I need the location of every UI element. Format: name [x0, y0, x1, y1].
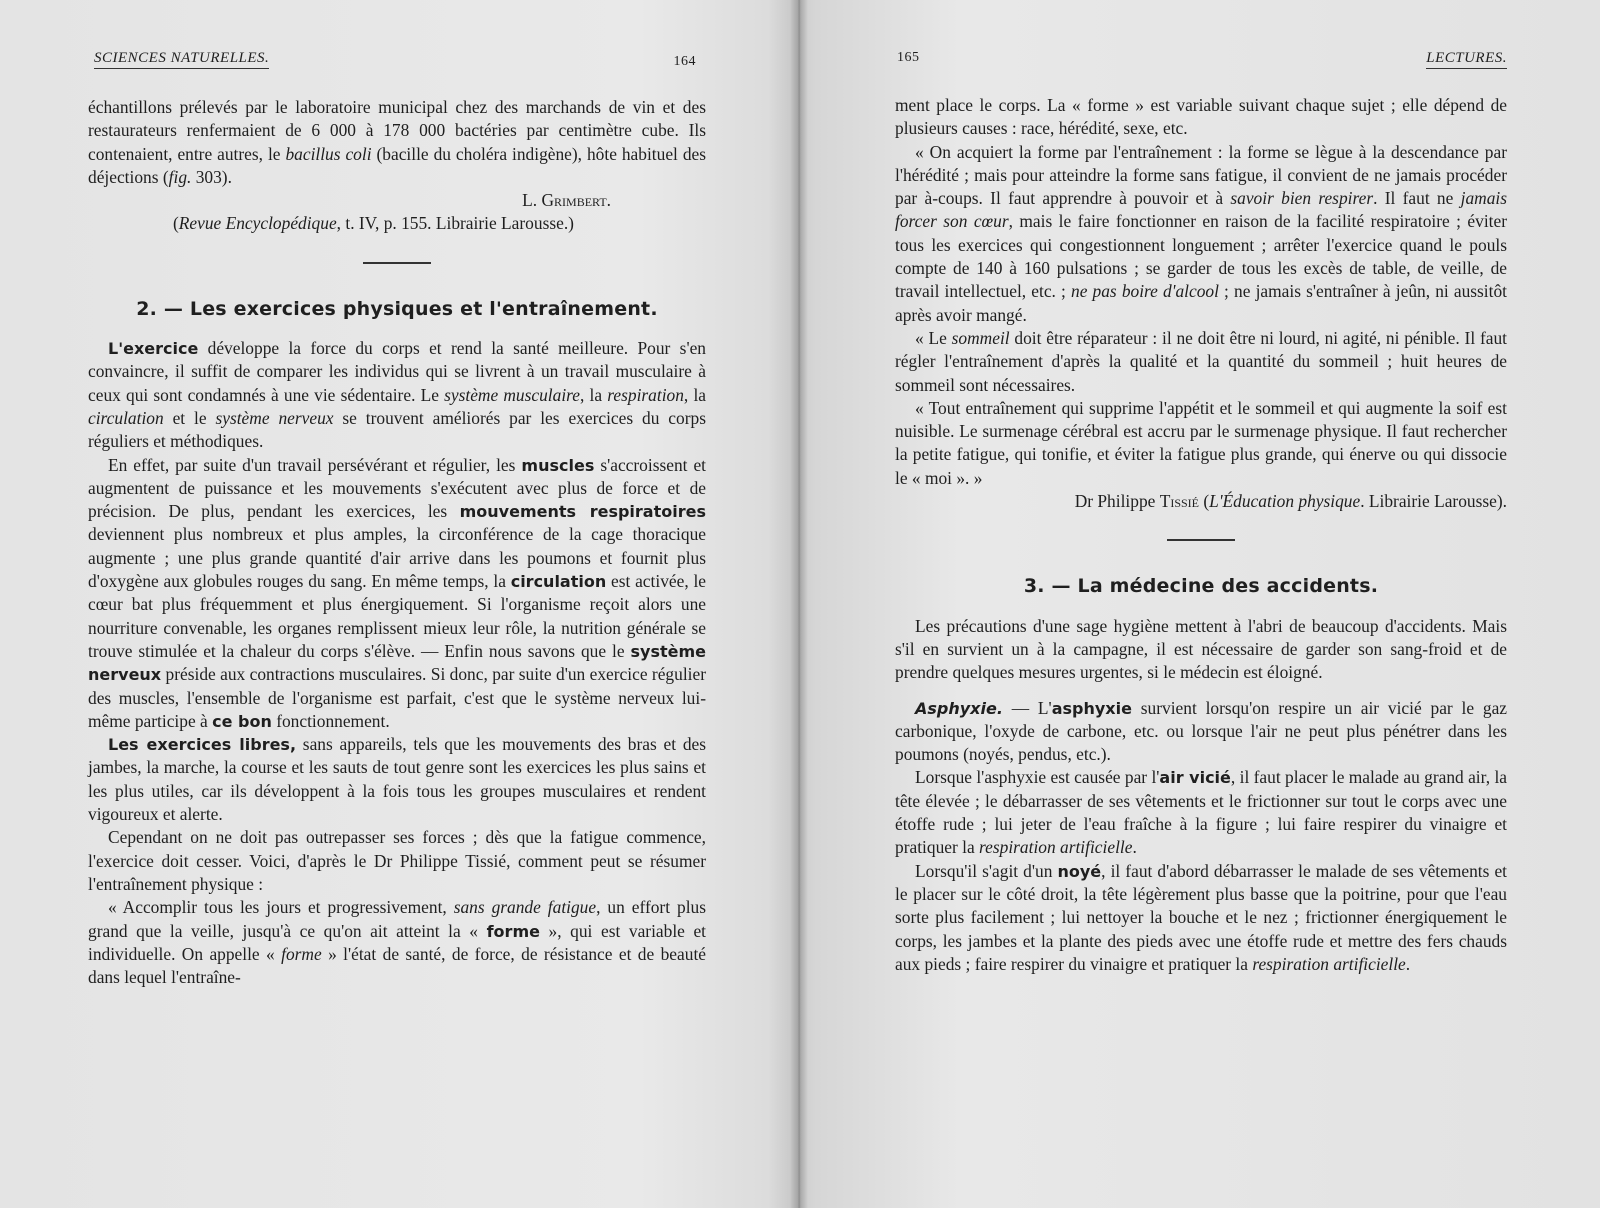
source-citation [88, 212, 706, 235]
right-page-number: 165 [897, 50, 920, 65]
text-run: , il faut placer le malade au grand air, la tête élevée ; le débarrasser de ses vêtements et le frictionner sur tout le corps avec une étoffe rude ; lui jeter de l'eau fraîche à la figure ; lui faire respirer du vinaigre et pratiquer la [895, 767, 1507, 858]
left-page-body [88, 96, 706, 989]
text-run: Revue Encyclopédique [178, 213, 337, 234]
text-run: système nerveux [88, 641, 706, 685]
text-run: savoir bien respirer [1230, 188, 1374, 209]
text-run: « Le [915, 327, 952, 348]
text-run: » l'état de santé, de force, de résistance et de beauté dans lequel l'entraîne- [88, 943, 706, 988]
text-run: . Il faut ne [1373, 188, 1461, 209]
text-run: est activée, le cœur bat plus fréquemment et plus énergiquement. Si l'organisme reçoit alors une nourriture convenable, les organes remplissent mieux leur rôle, la nutrition générale se trouve stimulée et la chaleur du corps s'élève. — Enfin nous savons que le [88, 571, 706, 661]
paragraph: « Tout entraînement qui supprime l'appétit et le sommeil et qui augmente la soif est nuisible. Le surmenage cérébral est accru par le surmenage physique. Il faut rechercher la petite fatigue, qui tonifie, et éviter la fatigue plus grande, qui énerve ou qui dissocie le « moi ». » [895, 397, 1507, 488]
text-run: forme [486, 921, 540, 941]
text-run: muscles [521, 455, 595, 475]
right-running-head [895, 50, 1507, 74]
text-run: forme [281, 943, 322, 964]
text-run: fonctionnement. [271, 710, 390, 731]
text-run: . Librairie Larousse). [1360, 491, 1507, 512]
signature [895, 490, 1507, 513]
text-run: Asphyxie. [915, 698, 1003, 718]
text-run: , la [683, 384, 706, 405]
text-run: air vicié [1159, 768, 1231, 788]
paragraph-gap [895, 685, 1507, 697]
text-run: doit être réparateur : il ne doit être ni lourd, ni agité, ni pénible. Il faut régler l'entraînement d'après la qualité et la quantité du sommeil ; huit heures de sommeil sont nécessaires. [895, 327, 1507, 395]
text-run: bacillus coli [285, 143, 372, 164]
text-run: développe la force du corps et rend la santé meilleure. Pour s'en convaincre, il suffit de comparer les individus qui se livrent à un travail musculaire à ceux qui sont condamnés à une vie sédentaire. Le [88, 338, 706, 405]
text-run: se trouvent améliorés par les exercices du corps réguliers et méthodiques. [88, 407, 706, 452]
paragraph: Cependant on ne doit pas outrepasser ses forces ; dès que la fatigue commence, l'exercice doit cesser. Voici, d'après le Dr Philippe Tissié, comment peut se résumer l'entraînement physique : [88, 827, 706, 894]
text-run: , un effort plus grand que la veille, jusqu'à ce qu'on ait atteint la « [88, 897, 706, 941]
section-heading: 2. — Les exercices physiques et l'entraînement. [136, 297, 658, 320]
signature: L. Grimbert. [522, 190, 611, 211]
right-page-body [895, 94, 1507, 976]
text-run: », qui est variable et individuelle. On appelle « [88, 920, 706, 964]
text-run: asphyxie [1051, 698, 1132, 718]
text-run: sans appareils, tels que les mouvements des bras et des jambes, la marche, la course et les sauts de tout genre sont les exercices les plus sains et les plus utiles, car ils développent à la fois tous les groupes musculaires et rendent vigoureux et alerte. [88, 734, 707, 825]
left-running-title: SCIENCES NATURELLES. [94, 50, 269, 69]
paragraph [88, 96, 706, 189]
left-page-number: 164 [673, 54, 696, 69]
text-run: L'Éducation physique [1209, 491, 1361, 512]
text-run: et le [163, 407, 216, 428]
text-run: noyé [1057, 861, 1102, 881]
paragraph [895, 141, 1507, 327]
text-run: — L' [1002, 697, 1052, 718]
text-run: ; ne jamais s'entraîner à jeûn, ni aussitôt après avoir mangé. [895, 281, 1507, 325]
right-running-title: LECTURES. [1426, 50, 1507, 69]
text-run: ne pas boire d'alcool [1071, 281, 1219, 302]
paragraph [88, 896, 706, 989]
paragraph [88, 337, 706, 453]
text-run: (bacille du choléra indigène), hôte habituel des déjections ( [88, 143, 706, 187]
paragraph: Les précautions d'une sage hygiène mettent à l'abri de beaucoup d'accidents. Mais s'il en survient un à la campagne, il est nécessaire de garder son sang-froid et de prendre quelques mesures urgentes, si le médecin est éloigné. [895, 615, 1507, 683]
text-run: . [1405, 953, 1411, 974]
text-run: , t. IV, p. 155. Librairie Larousse.) [336, 213, 574, 234]
left-page [88, 0, 706, 1208]
right-page [895, 0, 1507, 1208]
text-run: ( [1199, 491, 1210, 512]
paragraph [895, 766, 1507, 859]
left-running-head [88, 50, 706, 74]
text-run: survient lorsqu'on respire un air vicié par le gaz carbonique, l'oxyde de carbone, etc. ou lorsque l'air ne peut plus pénétrer dans les poumons (noyés, pendus, etc.). [895, 697, 1508, 765]
text-run: jamais forcer son cœur [895, 188, 1508, 232]
text-run: ( [173, 213, 179, 234]
text-run: Les exercices libres, [108, 735, 297, 755]
section-heading: 3. — La médecine des accidents. [1023, 575, 1379, 598]
text-run: circulation [510, 572, 607, 592]
text-run: Lorsqu'il s'agit d'un [915, 860, 1058, 881]
text-run: ce bon [212, 711, 272, 731]
text-run: , il faut d'abord débarrasser le malade de ses vêtements et le placer sur le côté droit, la tête légèrement plus basse que la poitrine, pour que l'eau sorte plus facilement ; lui nettoyer la bouche et le nez ; frictionner énergiquement le corps, les jambes et la plante des pieds avec une étoffe rude et mettre des fers chauds aux pieds ; faire respirer du vinaigre et pratiquer la [895, 860, 1508, 974]
text-run: s'accroissent et augmentent de puissance et les mouvements s'exécutent avec plus de force et de précision. De plus, pendant les exercices, les [88, 454, 707, 522]
text-run: fig. [168, 166, 192, 187]
text-run: En effet, par suite d'un travail persévérant et régulier, les [108, 454, 522, 475]
paragraph: ment place le corps. La « forme » est variable suivant chaque sujet ; elle dépend de plusieurs causes : race, hérédité, sexe, etc. [895, 95, 1507, 139]
text-run: . [1132, 837, 1137, 858]
text-run: système musculaire [444, 384, 581, 405]
text-run: , la [580, 384, 608, 405]
text-run: système nerveux [215, 407, 334, 428]
text-run: respiration [607, 384, 684, 405]
text-run: L'exercice [108, 339, 199, 359]
paragraph [895, 860, 1507, 976]
text-run: sans grande fatigue [453, 897, 597, 918]
text-run: respiration artificielle [1252, 953, 1406, 974]
text-run: sommeil [951, 327, 1010, 348]
section-divider [1167, 539, 1235, 541]
text-run: 303). [191, 166, 232, 187]
section-divider [363, 262, 431, 264]
text-run: respiration artificielle [979, 837, 1133, 858]
book-gutter [790, 0, 808, 1208]
text-run: , mais le faire fonctionner en raison de la facilité respiratoire ; éviter tous les exercices qui congestionnent longuement ; arrêter l'exercice quand le pouls compte de 140 à 160 pulsations ; se garder de tous les excès de table, de veille, de travail intellectuel, etc. ; [895, 211, 1507, 302]
text-run: échantillons prélevés par le laboratoire municipal chez des marchands de vin et des restaurateurs renfermaient de 6 000 à 178 000 bactéries par centimètre cube. Ils contenaient, entre autres, le [88, 97, 706, 164]
text-run: deviennent plus nombreux et plus amples, la circonférence de la cage thoracique augmente ; une plus grande quantité d'air arrive dans les poumons et fournit plus d'oxygène aux globules rouges du sang. En même temps, la [88, 524, 706, 592]
text-run: circulation [88, 407, 164, 428]
paragraph [88, 733, 706, 826]
text-run: « Accomplir tous les jours et progressivement, [108, 897, 454, 918]
text-run: préside aux contractions musculaires. Si donc, par suite d'un exercice régulier des muscles, l'ensemble de l'organisme est parfait, c'est que le système nerveux lui-même participe à [88, 664, 706, 731]
paragraph [895, 327, 1507, 397]
text-run: mouvements respiratoires [459, 502, 706, 522]
text-run: « On acquiert la forme par l'entraînement : la forme se lègue à la descendance par l'hérédité ; mais pour atteindre la forme sans fatigue, il convient de ne jamais procéder par à-coups. Il faut apprendre à pouvoir et à [895, 141, 1507, 209]
text-run: Dr Philippe [1074, 491, 1160, 512]
paragraph [88, 454, 706, 734]
text-run: Lorsque l'asphyxie est causée par l' [915, 767, 1160, 788]
paragraph [895, 697, 1507, 767]
text-run: Tissié [1159, 491, 1200, 512]
